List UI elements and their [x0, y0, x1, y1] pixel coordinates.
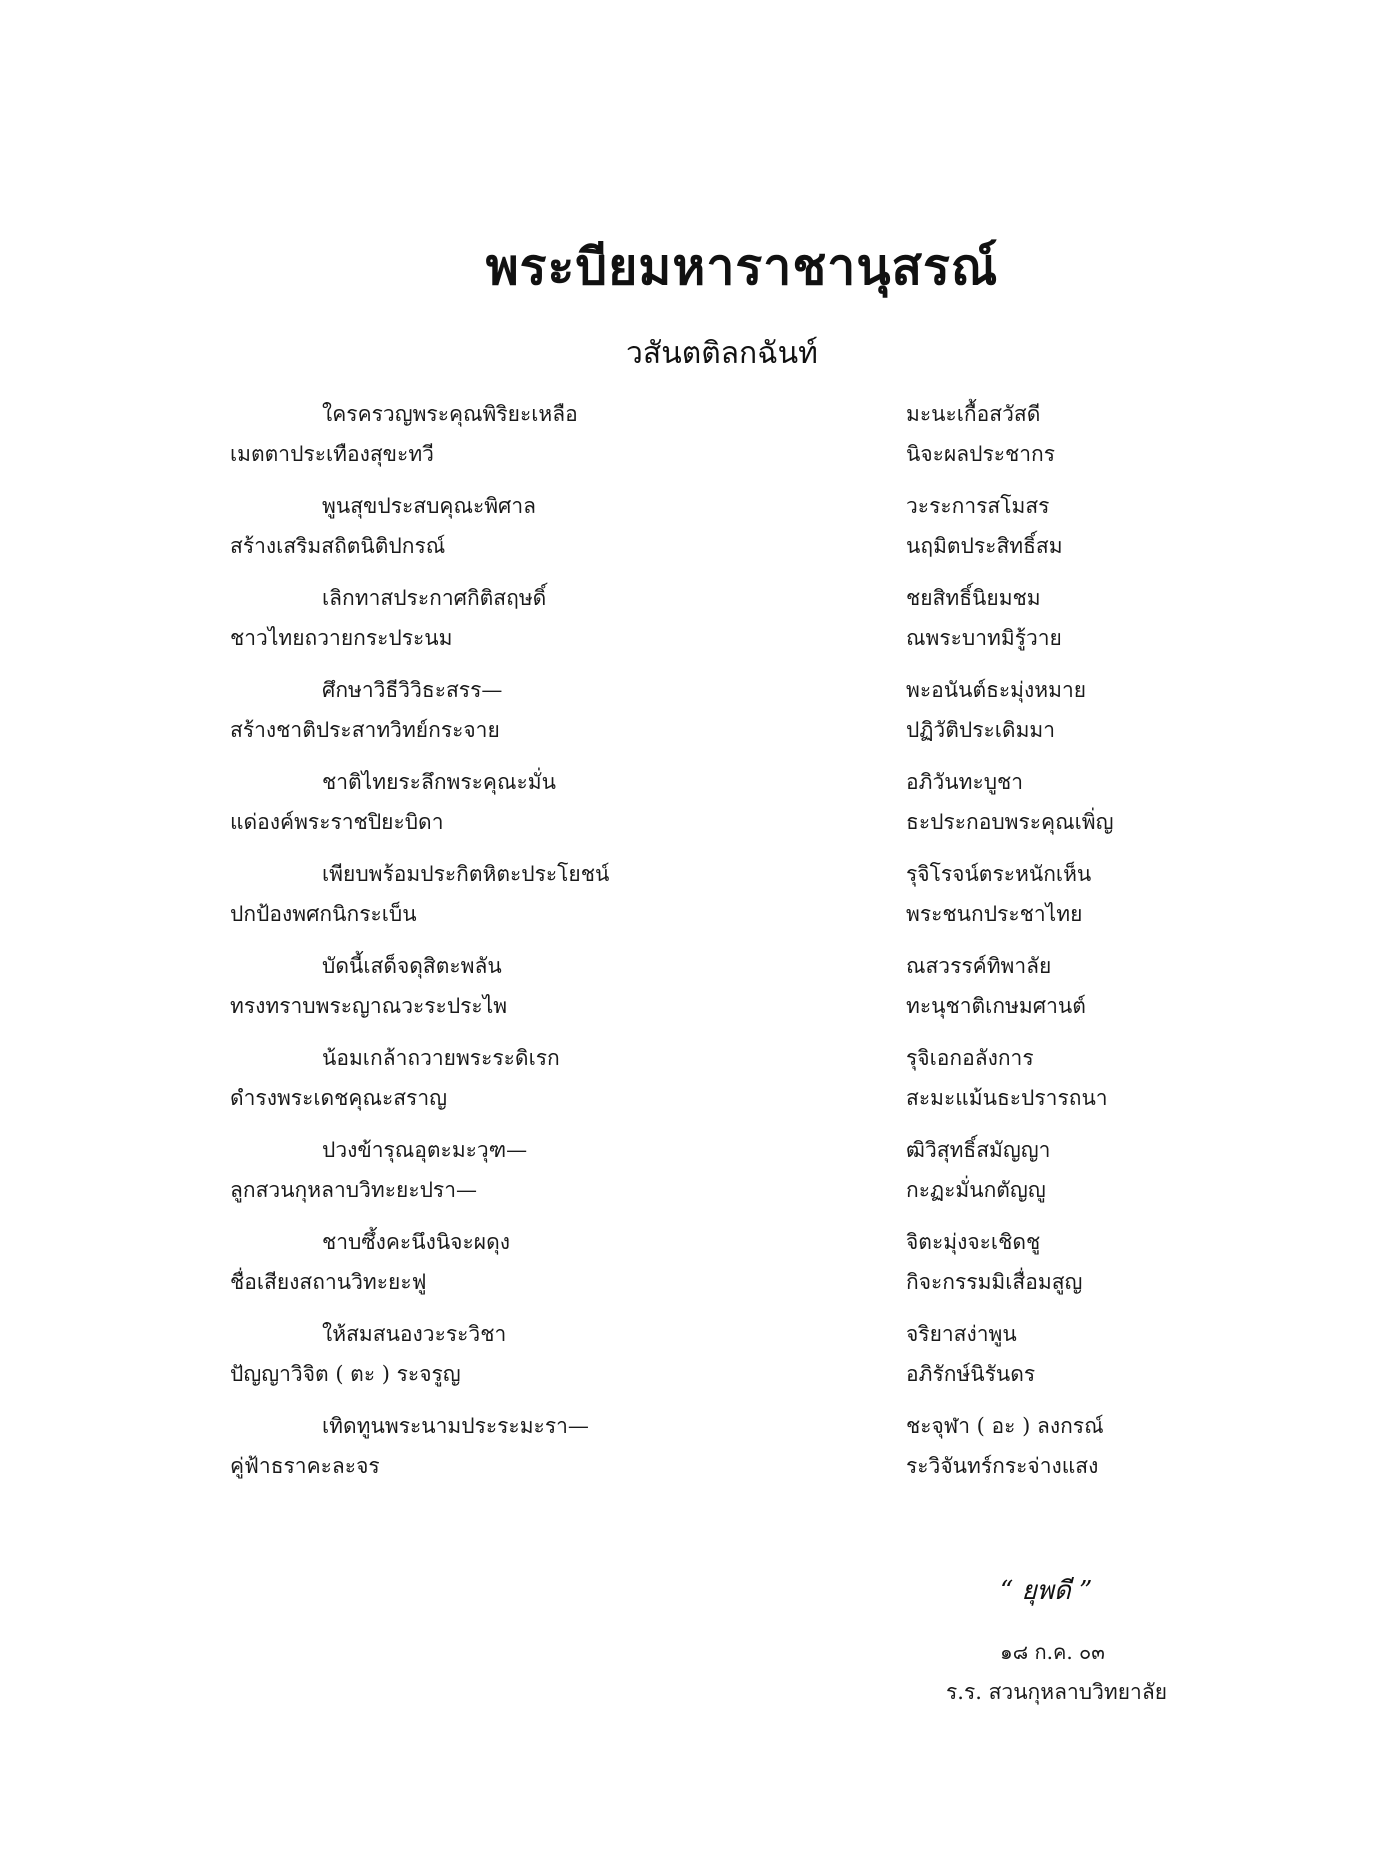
poem-line-second-half: พะอนันต์ธะมุ่งหมาย	[906, 678, 1087, 702]
poem-stanza	[230, 1222, 1150, 1302]
poem-line-second-half: ทะนุชาติเกษมศานต์	[906, 994, 1086, 1018]
poem-stanza	[230, 1038, 1150, 1118]
poem-line-first-half: ทรงทราบพระญาณวะระประไพ	[230, 994, 508, 1018]
poem-line	[230, 854, 1150, 894]
poem-line-second-half: ณสวรรค์ทิพาลัย	[906, 954, 1052, 978]
poem-stanza	[230, 762, 1150, 842]
poem-line-first-half: สร้างเสริมสถิตนิติปกรณ์	[230, 534, 446, 558]
poem-stanza	[230, 854, 1150, 934]
date-line: ๑๘ ก.ค. ๐๓	[1000, 1640, 1105, 1664]
poem-line	[230, 1170, 1150, 1210]
stanza-gap	[230, 1118, 1150, 1130]
poem-line-first-half: ให้สมสนองวะระวิชา	[322, 1322, 507, 1346]
poem-line	[230, 394, 1150, 434]
poem-line	[230, 710, 1150, 750]
poem-stanza	[230, 394, 1150, 474]
poem-line-first-half: ดำรงพระเดชคุณะสราญ	[230, 1086, 448, 1110]
poem-stanza	[230, 946, 1150, 1026]
poem-line	[230, 1222, 1150, 1262]
stanza-gap	[230, 750, 1150, 762]
poem-line-first-half: เลิกทาสประกาศกิติสฤษดิ์	[322, 586, 547, 610]
poem-line-second-half: รุจิเอกอลังการ	[906, 1046, 1034, 1070]
poem-line	[230, 578, 1150, 618]
poem-stanza	[230, 1406, 1150, 1486]
poem-stanza	[230, 486, 1150, 566]
page-subtitle: วสันตติลกฉันท์	[626, 336, 818, 371]
poem-line-second-half: อภิวันทะบูชา	[906, 770, 1024, 794]
poem-line-second-half: ชะจุฬา ( อะ ) ลงกรณ์	[906, 1414, 1104, 1438]
poem-line-first-half: ชื่อเสียงสถานวิทะยะฟู	[230, 1270, 427, 1294]
poem-line	[230, 986, 1150, 1026]
poem-line-second-half: นิจะผลประชากร	[906, 442, 1056, 466]
poem-line-second-half: ระวิจันทร์กระจ่างแสง	[906, 1454, 1099, 1478]
poem-line-first-half: ชาบซึ้งคะนึงนิจะผดุง	[322, 1230, 510, 1254]
poem-line-first-half: สร้างชาติประสาทวิทย์กระจาย	[230, 718, 500, 742]
poem-line	[230, 1130, 1150, 1170]
poem-line	[230, 1354, 1150, 1394]
poem-line	[230, 1406, 1150, 1446]
poem-line-first-half: ชาติไทยระลึกพระคุณะมั่น	[322, 770, 556, 794]
poem-line-second-half: ธะประกอบพระคุณเพิ่ญ	[906, 810, 1114, 834]
stanza-gap	[230, 1026, 1150, 1038]
poem-line-second-half: สะมะแม้นธะปรารถนา	[906, 1086, 1108, 1110]
poem-line	[230, 762, 1150, 802]
stanza-gap	[230, 658, 1150, 670]
poem-line-second-half: พระชนกประชาไทย	[906, 902, 1083, 926]
poem-line	[230, 670, 1150, 710]
poem-stanza	[230, 1314, 1150, 1394]
poem-line	[230, 434, 1150, 474]
poem-line-first-half: ปัญญาวิจิต ( ตะ ) ระจรูญ	[230, 1362, 461, 1386]
poem-line-second-half: ฒิวิสุทธิ์สมัญญา	[906, 1138, 1051, 1162]
stanza-gap	[230, 1302, 1150, 1314]
poem-line-second-half: จิตะมุ่งจะเชิดชู	[906, 1230, 1041, 1254]
poem-line	[230, 486, 1150, 526]
stanza-gap	[230, 934, 1150, 946]
poem-line-second-half: จริยาสง่าพูน	[906, 1322, 1017, 1346]
poem-body	[230, 394, 1150, 1486]
stanza-gap	[230, 842, 1150, 854]
poem-line	[230, 1314, 1150, 1354]
poem-line	[230, 1262, 1150, 1302]
poem-line-second-half: รุจิโรจน์ตระหนักเห็น	[906, 862, 1092, 886]
poem-line-second-half: อภิรักษ์นิรันดร	[906, 1362, 1036, 1386]
poem-line-first-half: เมตตาประเทืองสุขะทวี	[230, 442, 434, 466]
poem-line-first-half: ศึกษาวิธีวิวิธะสรร—	[322, 678, 503, 702]
poem-line-first-half: ปวงข้ารุณอุตะมะวุฑ—	[322, 1138, 528, 1162]
poem-line-first-half: บัดนี้เสด็จดุสิตะพลัน	[322, 954, 502, 978]
poem-line	[230, 1078, 1150, 1118]
poem-stanza	[230, 670, 1150, 750]
poem-line	[230, 802, 1150, 842]
stanza-gap	[230, 566, 1150, 578]
poem-line-first-half: น้อมเกล้าถวายพระระดิเรก	[322, 1046, 560, 1070]
stanza-gap	[230, 1394, 1150, 1406]
poem-line	[230, 1446, 1150, 1486]
poem-line-second-half: มะนะเกื้อสวัสดี	[906, 402, 1041, 426]
stanza-gap	[230, 474, 1150, 486]
poem-line-second-half: ชยสิทธิ์นิยมชม	[906, 586, 1041, 610]
poem-line-second-half: ปฏิวัติประเดิมมา	[906, 718, 1056, 742]
poem-line-second-half: กะฏะมั่นกตัญญู	[906, 1178, 1046, 1202]
poem-line-second-half: วะระการสโมสร	[906, 494, 1050, 518]
poem-line	[230, 618, 1150, 658]
poem-line	[230, 526, 1150, 566]
poem-line-first-half: ปกป้องพศกนิกระเบ็น	[230, 902, 417, 926]
poem-line-first-half: ใครครวญพระคุณพิริยะเหลือ	[322, 402, 578, 426]
poem-line	[230, 1038, 1150, 1078]
poem-line-first-half: แด่องค์พระราชปิยะบิดา	[230, 810, 444, 834]
poem-line	[230, 946, 1150, 986]
poem-line-second-half: นฤมิตประสิทธิ์สม	[906, 534, 1063, 558]
poem-line	[230, 894, 1150, 934]
author-signature: “ ยุพดี ”	[1000, 1576, 1093, 1606]
page-title: พระบียมหาราชานุสรณ์	[485, 238, 999, 296]
poem-stanza	[230, 1130, 1150, 1210]
poem-line-first-half: เพียบพร้อมประกิตหิตะประโยชน์	[322, 862, 610, 886]
poem-line-first-half: เทิดทูนพระนามประระมะรา—	[322, 1414, 589, 1438]
stanza-gap	[230, 1210, 1150, 1222]
poem-stanza	[230, 578, 1150, 658]
school-name: ร.ร. สวนกุหลาบวิทยาลัย	[946, 1680, 1168, 1704]
poem-line-first-half: คู่ฟ้าธราคะละจร	[230, 1454, 380, 1478]
poem-line-first-half: ชาวไทยถวายกระประนม	[230, 626, 453, 650]
poem-line-first-half: พูนสุขประสบคุณะพิศาล	[322, 494, 537, 518]
poem-line-first-half: ลูกสวนกุหลาบวิทะยะปรา—	[230, 1178, 477, 1202]
poem-line-second-half: ณพระบาทมิรู้วาย	[906, 626, 1062, 650]
poem-line-second-half: กิจะกรรมมิเสื่อมสูญ	[906, 1270, 1083, 1294]
